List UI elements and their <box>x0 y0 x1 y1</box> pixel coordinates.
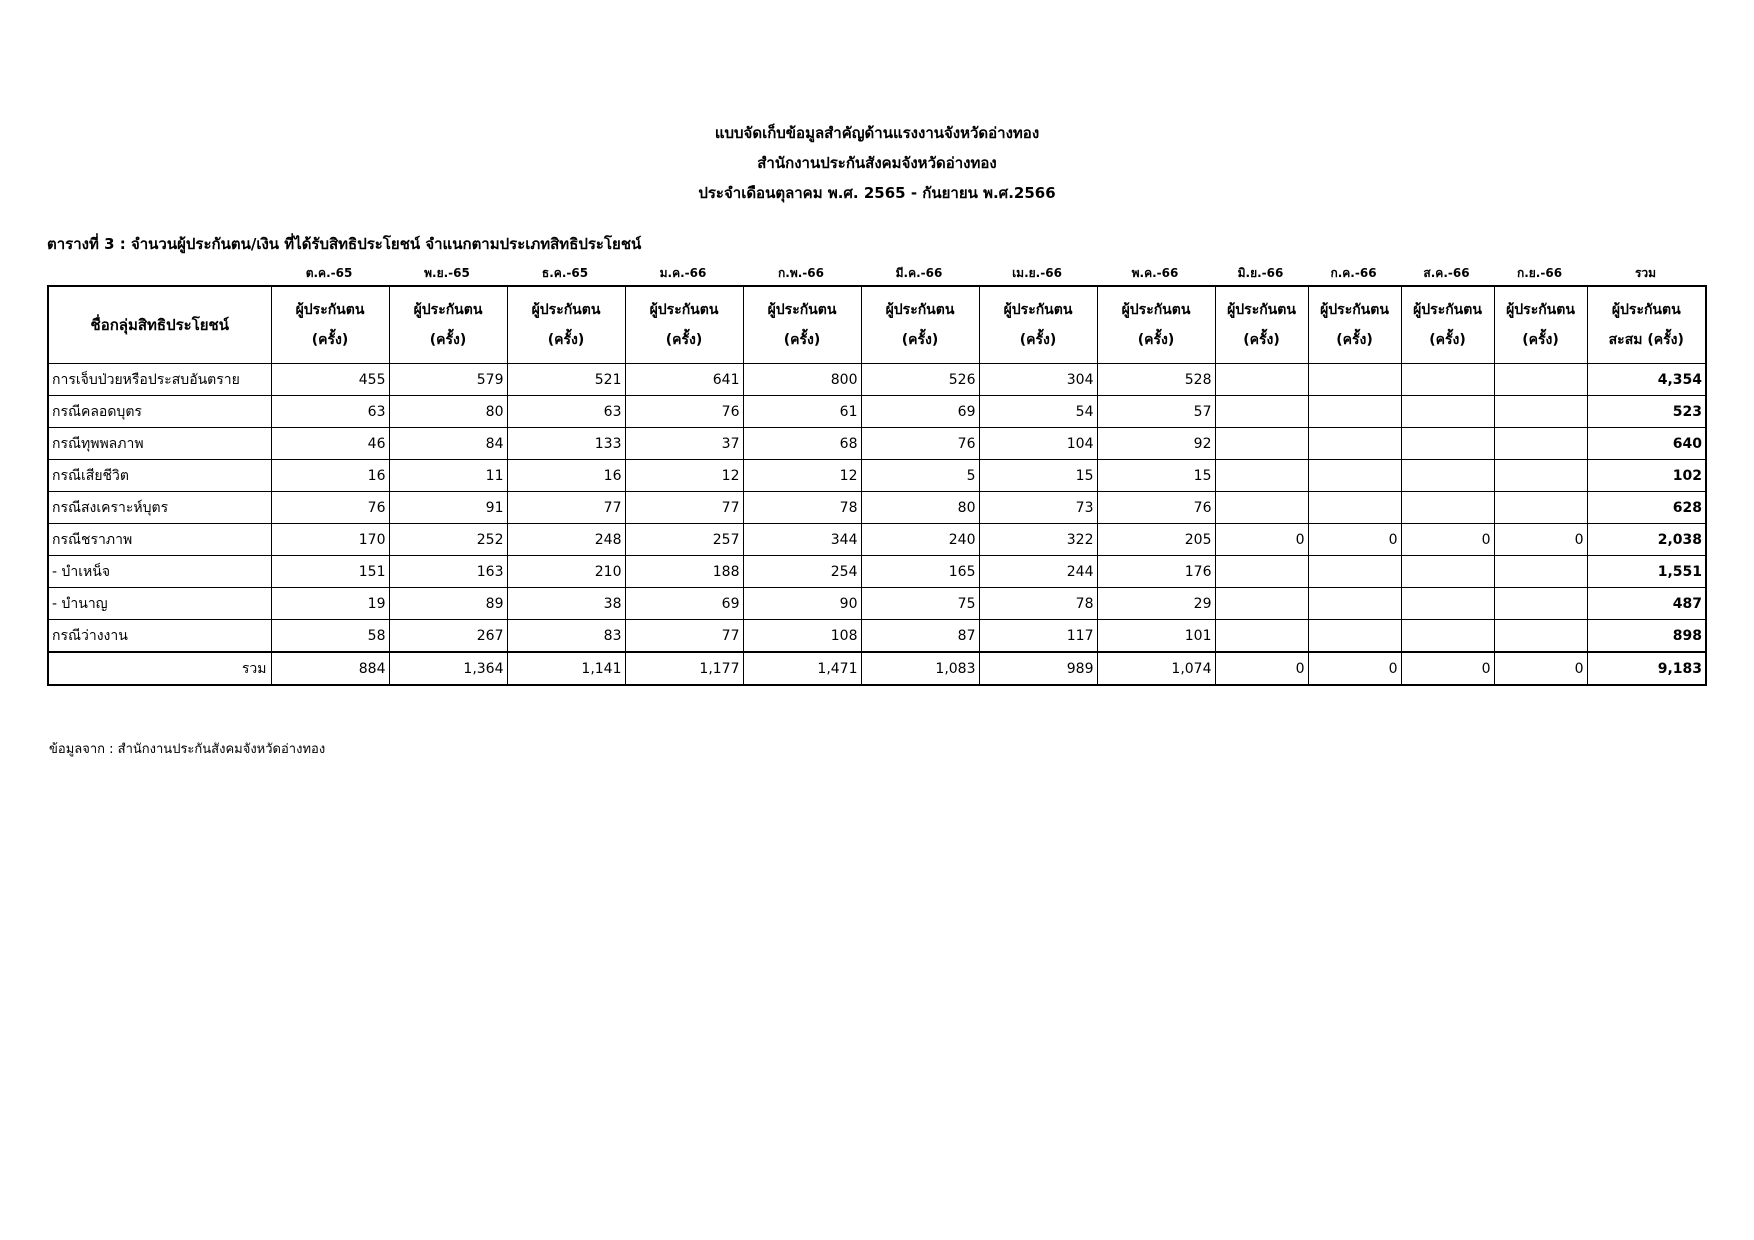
cell-value: 78 <box>979 588 1097 620</box>
cell-value: 104 <box>979 428 1097 460</box>
cell-value: 15 <box>979 460 1097 492</box>
row-total: 628 <box>1587 492 1706 524</box>
cell-value: 29 <box>1097 588 1215 620</box>
cell-value: 163 <box>389 556 507 588</box>
month-label: ก.ค.-66 <box>1330 266 1377 280</box>
cell-value <box>1494 588 1587 620</box>
cell-value: 78 <box>743 492 861 524</box>
cell-value: 257 <box>625 524 743 556</box>
cell-value: 16 <box>507 460 625 492</box>
cell-value: 69 <box>625 588 743 620</box>
month-column-header <box>861 286 979 364</box>
cell-value: 61 <box>743 396 861 428</box>
cell-value: 5 <box>861 460 979 492</box>
column-header-top: ผู้ประกันตน <box>767 302 837 318</box>
column-header-top: ผู้ประกันตน <box>295 302 365 318</box>
cell-value <box>1401 556 1494 588</box>
month-label: ก.ย.-66 <box>1516 266 1563 280</box>
cell-value: 0 <box>1494 524 1587 556</box>
row-total: 523 <box>1587 396 1706 428</box>
cell-value: 0 <box>1401 652 1494 685</box>
table-row <box>48 460 1706 492</box>
row-label: กรณีสงเคราะห์บุตร <box>48 492 271 524</box>
cell-value: 15 <box>1097 460 1215 492</box>
cell-value: 989 <box>979 652 1097 685</box>
cell-value: 77 <box>625 620 743 653</box>
row-total: 640 <box>1587 428 1706 460</box>
cell-value <box>1215 620 1308 653</box>
cell-value: 884 <box>271 652 389 685</box>
cell-value: 87 <box>861 620 979 653</box>
row-total: 898 <box>1587 620 1706 653</box>
cell-value: 57 <box>1097 396 1215 428</box>
cell-value: 19 <box>271 588 389 620</box>
row-label: - บำเหน็จ <box>48 556 271 588</box>
cell-value: 46 <box>271 428 389 460</box>
total-column-header <box>1587 286 1706 364</box>
table-row <box>48 492 1706 524</box>
cell-value: 252 <box>389 524 507 556</box>
cell-value: 77 <box>507 492 625 524</box>
row-label: กรณีทุพพลภาพ <box>48 428 271 460</box>
cell-value: 579 <box>389 364 507 396</box>
month-column-header <box>507 286 625 364</box>
month-column-header <box>1308 286 1401 364</box>
cell-value <box>1494 364 1587 396</box>
cell-value: 63 <box>271 396 389 428</box>
row-label: - บำนาญ <box>48 588 271 620</box>
label-column-header: ชื่อกลุ่มสิทธิประโยชน์ <box>48 286 271 364</box>
cell-value <box>1494 556 1587 588</box>
cell-value: 1,471 <box>743 652 861 685</box>
month-column-header <box>979 286 1097 364</box>
month-column-header <box>271 286 389 364</box>
cell-value: 1,364 <box>389 652 507 685</box>
cell-value: 210 <box>507 556 625 588</box>
cell-value: 69 <box>861 396 979 428</box>
column-header-bottom: (ครั้ง) <box>1137 332 1175 348</box>
cell-value: 90 <box>743 588 861 620</box>
cell-value: 1,083 <box>861 652 979 685</box>
cell-value: 37 <box>625 428 743 460</box>
row-label: กรณีชราภาพ <box>48 524 271 556</box>
month-label: พ.ย.-65 <box>424 266 470 280</box>
header-title: แบบจัดเก็บข้อมูลสำคัญด้านแรงงานจังหวัดอ่างทอง <box>714 124 1040 142</box>
cell-value: 244 <box>979 556 1097 588</box>
month-label: ธ.ค.-65 <box>541 266 589 280</box>
header-office: สำนักงานประกันสังคมจังหวัดอ่างทอง <box>757 154 997 172</box>
cell-value: 68 <box>743 428 861 460</box>
cell-value: 84 <box>389 428 507 460</box>
column-header-top: ผู้ประกันตน <box>1506 302 1575 318</box>
cell-value: 108 <box>743 620 861 653</box>
cell-value <box>1401 428 1494 460</box>
cell-value: 176 <box>1097 556 1215 588</box>
table-caption: ตารางที่ 3 : จำนวนผู้ประกันตน/เงิน ที่ได้รับสิทธิประโยชน์ จำแนกตามประเภทสิทธิประโยชน์ <box>47 235 642 253</box>
cell-value: 0 <box>1215 524 1308 556</box>
month-row-spacer <box>47 262 270 284</box>
cell-value: 248 <box>507 524 625 556</box>
cell-value: 133 <box>507 428 625 460</box>
cell-value <box>1401 588 1494 620</box>
cell-value <box>1308 396 1401 428</box>
cell-value <box>1308 492 1401 524</box>
cell-value: 526 <box>861 364 979 396</box>
cell-value: 205 <box>1097 524 1215 556</box>
row-total: 2,038 <box>1587 524 1706 556</box>
cell-value <box>1494 620 1587 653</box>
total-header-top: ผู้ประกันตน <box>1611 302 1681 318</box>
table-row <box>48 588 1706 620</box>
column-header-bottom: (ครั้ง) <box>429 332 467 348</box>
month-column-header <box>1494 286 1587 364</box>
cell-value <box>1215 492 1308 524</box>
cell-value: 0 <box>1494 652 1587 685</box>
cell-value: 641 <box>625 364 743 396</box>
cell-value <box>1494 492 1587 524</box>
cell-value: 77 <box>625 492 743 524</box>
cell-value: 63 <box>507 396 625 428</box>
grand-total-row <box>48 652 1706 685</box>
column-header-top: ผู้ประกันตน <box>649 302 719 318</box>
cell-value: 0 <box>1401 524 1494 556</box>
table-row <box>48 556 1706 588</box>
column-header-top: ผู้ประกันตน <box>1227 302 1296 318</box>
cell-value: 12 <box>743 460 861 492</box>
month-header-row <box>47 262 1705 284</box>
row-total: 9,183 <box>1587 652 1706 685</box>
cell-value: 528 <box>1097 364 1215 396</box>
cell-value <box>1215 396 1308 428</box>
cell-value: 58 <box>271 620 389 653</box>
cell-value: 92 <box>1097 428 1215 460</box>
cell-value: 1,074 <box>1097 652 1215 685</box>
cell-value: 11 <box>389 460 507 492</box>
column-header-bottom: (ครั้ง) <box>311 332 349 348</box>
month-label: มี.ค.-66 <box>895 266 943 280</box>
column-header-bottom: (ครั้ง) <box>901 332 939 348</box>
cell-value <box>1401 620 1494 653</box>
month-label: พ.ค.-66 <box>1131 266 1179 280</box>
cell-value: 101 <box>1097 620 1215 653</box>
cell-value: 91 <box>389 492 507 524</box>
month-label: ม.ค.-66 <box>659 266 707 280</box>
row-label: กรณีคลอดบุตร <box>48 396 271 428</box>
month-column-header <box>1097 286 1215 364</box>
cell-value: 76 <box>1097 492 1215 524</box>
cell-value: 170 <box>271 524 389 556</box>
month-column-header <box>1401 286 1494 364</box>
cell-value: 0 <box>1215 652 1308 685</box>
cell-value: 117 <box>979 620 1097 653</box>
table-row <box>48 396 1706 428</box>
cell-value <box>1215 588 1308 620</box>
cell-value <box>1215 364 1308 396</box>
row-total: 4,354 <box>1587 364 1706 396</box>
source-note: ข้อมูลจาก : สำนักงานประกันสังคมจังหวัดอ่างทอง <box>49 742 326 757</box>
cell-value: 322 <box>979 524 1097 556</box>
column-header-top: ผู้ประกันตน <box>1003 302 1073 318</box>
month-label: มิ.ย.-66 <box>1237 266 1284 280</box>
month-column-header <box>743 286 861 364</box>
column-header-top: ผู้ประกันตน <box>1320 302 1389 318</box>
cell-value: 344 <box>743 524 861 556</box>
column-header-bottom: (ครั้ง) <box>1019 332 1057 348</box>
cell-value <box>1401 396 1494 428</box>
month-label: รวม <box>1634 266 1657 280</box>
cell-value: 1,141 <box>507 652 625 685</box>
cell-value: 455 <box>271 364 389 396</box>
row-total: 1,551 <box>1587 556 1706 588</box>
cell-value: 73 <box>979 492 1097 524</box>
cell-value: 89 <box>389 588 507 620</box>
column-header-bottom: (ครั้ง) <box>783 332 821 348</box>
row-label: การเจ็บป่วยหรือประสบอันตราย <box>48 364 271 396</box>
cell-value: 12 <box>625 460 743 492</box>
month-column-header <box>625 286 743 364</box>
cell-value <box>1494 396 1587 428</box>
cell-value: 76 <box>625 396 743 428</box>
cell-value: 240 <box>861 524 979 556</box>
table-row <box>48 620 1706 653</box>
cell-value <box>1308 556 1401 588</box>
table-row <box>48 524 1706 556</box>
column-header-bottom: (ครั้ง) <box>1336 332 1373 348</box>
month-label: เม.ย.-66 <box>1012 266 1062 280</box>
cell-value: 83 <box>507 620 625 653</box>
cell-value <box>1308 460 1401 492</box>
cell-value: 54 <box>979 396 1097 428</box>
column-header-top: ผู้ประกันตน <box>1121 302 1191 318</box>
cell-value <box>1401 492 1494 524</box>
cell-value: 151 <box>271 556 389 588</box>
cell-value <box>1401 460 1494 492</box>
cell-value: 76 <box>861 428 979 460</box>
cell-value: 521 <box>507 364 625 396</box>
cell-value: 38 <box>507 588 625 620</box>
cell-value: 800 <box>743 364 861 396</box>
cell-value <box>1494 460 1587 492</box>
cell-value: 0 <box>1308 652 1401 685</box>
cell-value <box>1215 556 1308 588</box>
cell-value <box>1494 428 1587 460</box>
cell-value: 1,177 <box>625 652 743 685</box>
benefits-table <box>47 285 1707 686</box>
column-header-top: ผู้ประกันตน <box>413 302 483 318</box>
cell-value <box>1401 364 1494 396</box>
column-header-bottom: (ครั้ง) <box>1522 332 1559 348</box>
row-total: 102 <box>1587 460 1706 492</box>
header-period: ประจำเดือนตุลาคม พ.ศ. 2565 - กันยายน พ.ศ.2566 <box>698 184 1056 202</box>
column-header-top: ผู้ประกันตน <box>531 302 601 318</box>
column-header-top: ผู้ประกันตน <box>885 302 955 318</box>
table-row <box>48 428 1706 460</box>
cell-value: 76 <box>271 492 389 524</box>
cell-value <box>1308 364 1401 396</box>
cell-value: 188 <box>625 556 743 588</box>
cell-value: 16 <box>271 460 389 492</box>
month-label: ส.ค.-66 <box>1423 266 1470 280</box>
month-label: ก.พ.-66 <box>778 266 824 280</box>
cell-value: 80 <box>861 492 979 524</box>
cell-value <box>1308 620 1401 653</box>
column-header-bottom: (ครั้ง) <box>1243 332 1280 348</box>
column-header-bottom: (ครั้ง) <box>1429 332 1466 348</box>
column-header-bottom: (ครั้ง) <box>665 332 703 348</box>
cell-value: 267 <box>389 620 507 653</box>
total-header-bottom: สะสม (ครั้ง) <box>1608 332 1684 348</box>
row-label: กรณีว่างงาน <box>48 620 271 653</box>
column-header-bottom: (ครั้ง) <box>547 332 585 348</box>
row-total: 487 <box>1587 588 1706 620</box>
cell-value <box>1215 460 1308 492</box>
table-header-row <box>48 286 1706 364</box>
month-column-header <box>1215 286 1308 364</box>
cell-value <box>1308 588 1401 620</box>
grand-total-label: รวม <box>48 652 271 685</box>
column-header-top: ผู้ประกันตน <box>1413 302 1482 318</box>
cell-value <box>1215 428 1308 460</box>
cell-value: 80 <box>389 396 507 428</box>
cell-value <box>1308 428 1401 460</box>
document-header <box>0 118 1754 208</box>
cell-value: 304 <box>979 364 1097 396</box>
table-row <box>48 364 1706 396</box>
cell-value: 0 <box>1308 524 1401 556</box>
cell-value: 165 <box>861 556 979 588</box>
cell-value: 254 <box>743 556 861 588</box>
row-label: กรณีเสียชีวิต <box>48 460 271 492</box>
month-column-header <box>389 286 507 364</box>
cell-value: 75 <box>861 588 979 620</box>
month-label: ต.ค.-65 <box>305 266 353 280</box>
